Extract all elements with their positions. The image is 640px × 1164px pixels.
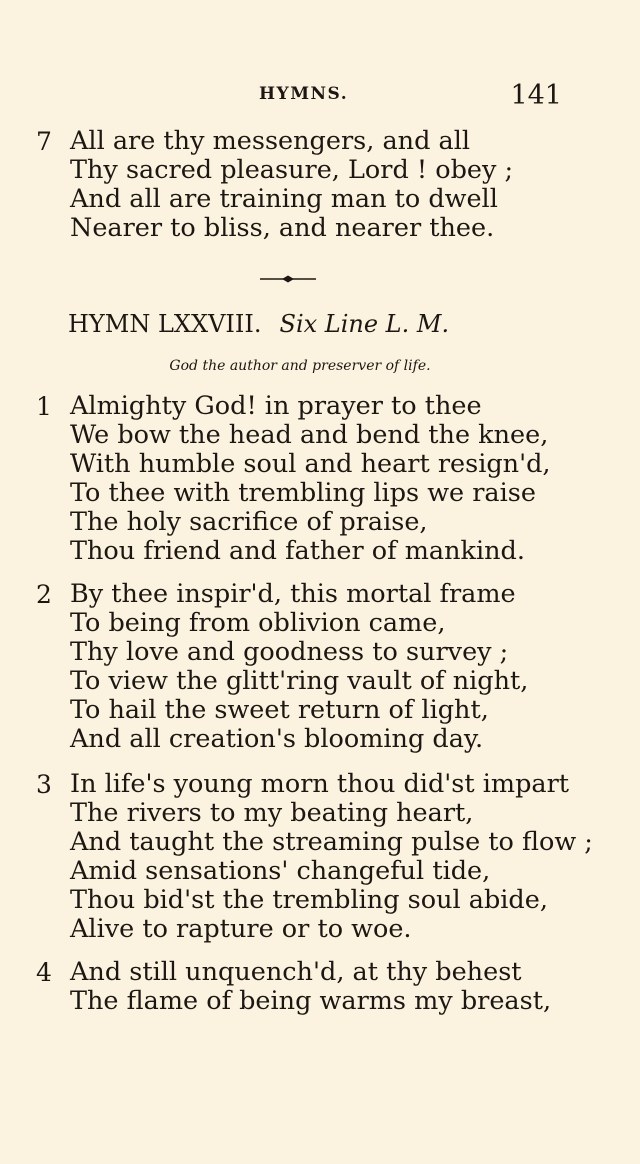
verse-line: The holy sacrifice of praise, [70,507,428,537]
verse-line: The rivers to my beating heart, [70,798,474,828]
stanza-3 [0,770,640,944]
verse-line: Alive to rapture or to woe. [70,914,412,944]
running-head [0,80,640,110]
verse-line: All are thy messengers, and all [70,126,471,156]
hymn-title [68,310,449,338]
section-divider-ornament [258,274,318,284]
verse-line: We bow the head and bend the knee, [70,420,549,450]
stanza-7 [0,127,640,243]
verse-line: And taught the streaming pulse to flow ; [70,827,593,857]
verse-line: By thee inspir'd, this mortal frame [70,579,516,609]
hymn-meter: Six Line L. M. [279,310,450,338]
verse-line: With humble soul and heart resign'd, [70,449,551,479]
verse-line: To thee with trembling lips we raise [70,478,536,508]
verse-line: To hail the sweet return of light, [70,695,489,725]
verse-line: Nearer to bliss, and nearer thee. [70,213,495,243]
stanza-number: 7 [36,127,52,156]
stanza-4 [0,958,640,1016]
hymn-subtitle: God the author and preserver of life. [169,358,431,374]
stanza-number: 4 [36,958,52,987]
verse-line: The flame of being warms my breast, [70,986,552,1016]
verse-line: Amid sensations' changeful tide, [70,856,491,886]
verse-line: Thou bid'st the trembling soul abide, [70,885,548,915]
stanza-number: 1 [36,392,52,421]
verse-line: Almighty God! in prayer to thee [70,391,482,421]
verse-line: To view the glitt'ring vault of night, [70,666,529,696]
stanza-number: 2 [36,580,52,609]
stanza-1 [0,392,640,566]
verse-line: Thy sacred pleasure, Lord ! obey ; [70,155,514,185]
stanza-2 [0,580,640,754]
verse-line: And still unquench'd, at thy behest [70,957,522,987]
page-number: 141 [510,80,562,111]
verse-line: In life's young morn thou did'st impart [70,769,570,799]
verse-line: Thou friend and father of mankind. [70,536,525,566]
verse-line: And all are training man to dwell [70,184,498,214]
verse-line: To being from oblivion came, [70,608,446,638]
hymn-number: HYMN LXXVIII. [68,310,262,338]
verse-line: Thy love and goodness to survey ; [70,637,509,667]
running-title: HYMNS. [259,84,349,104]
verse-line: And all creation's blooming day. [70,724,484,754]
stanza-number: 3 [36,770,52,799]
